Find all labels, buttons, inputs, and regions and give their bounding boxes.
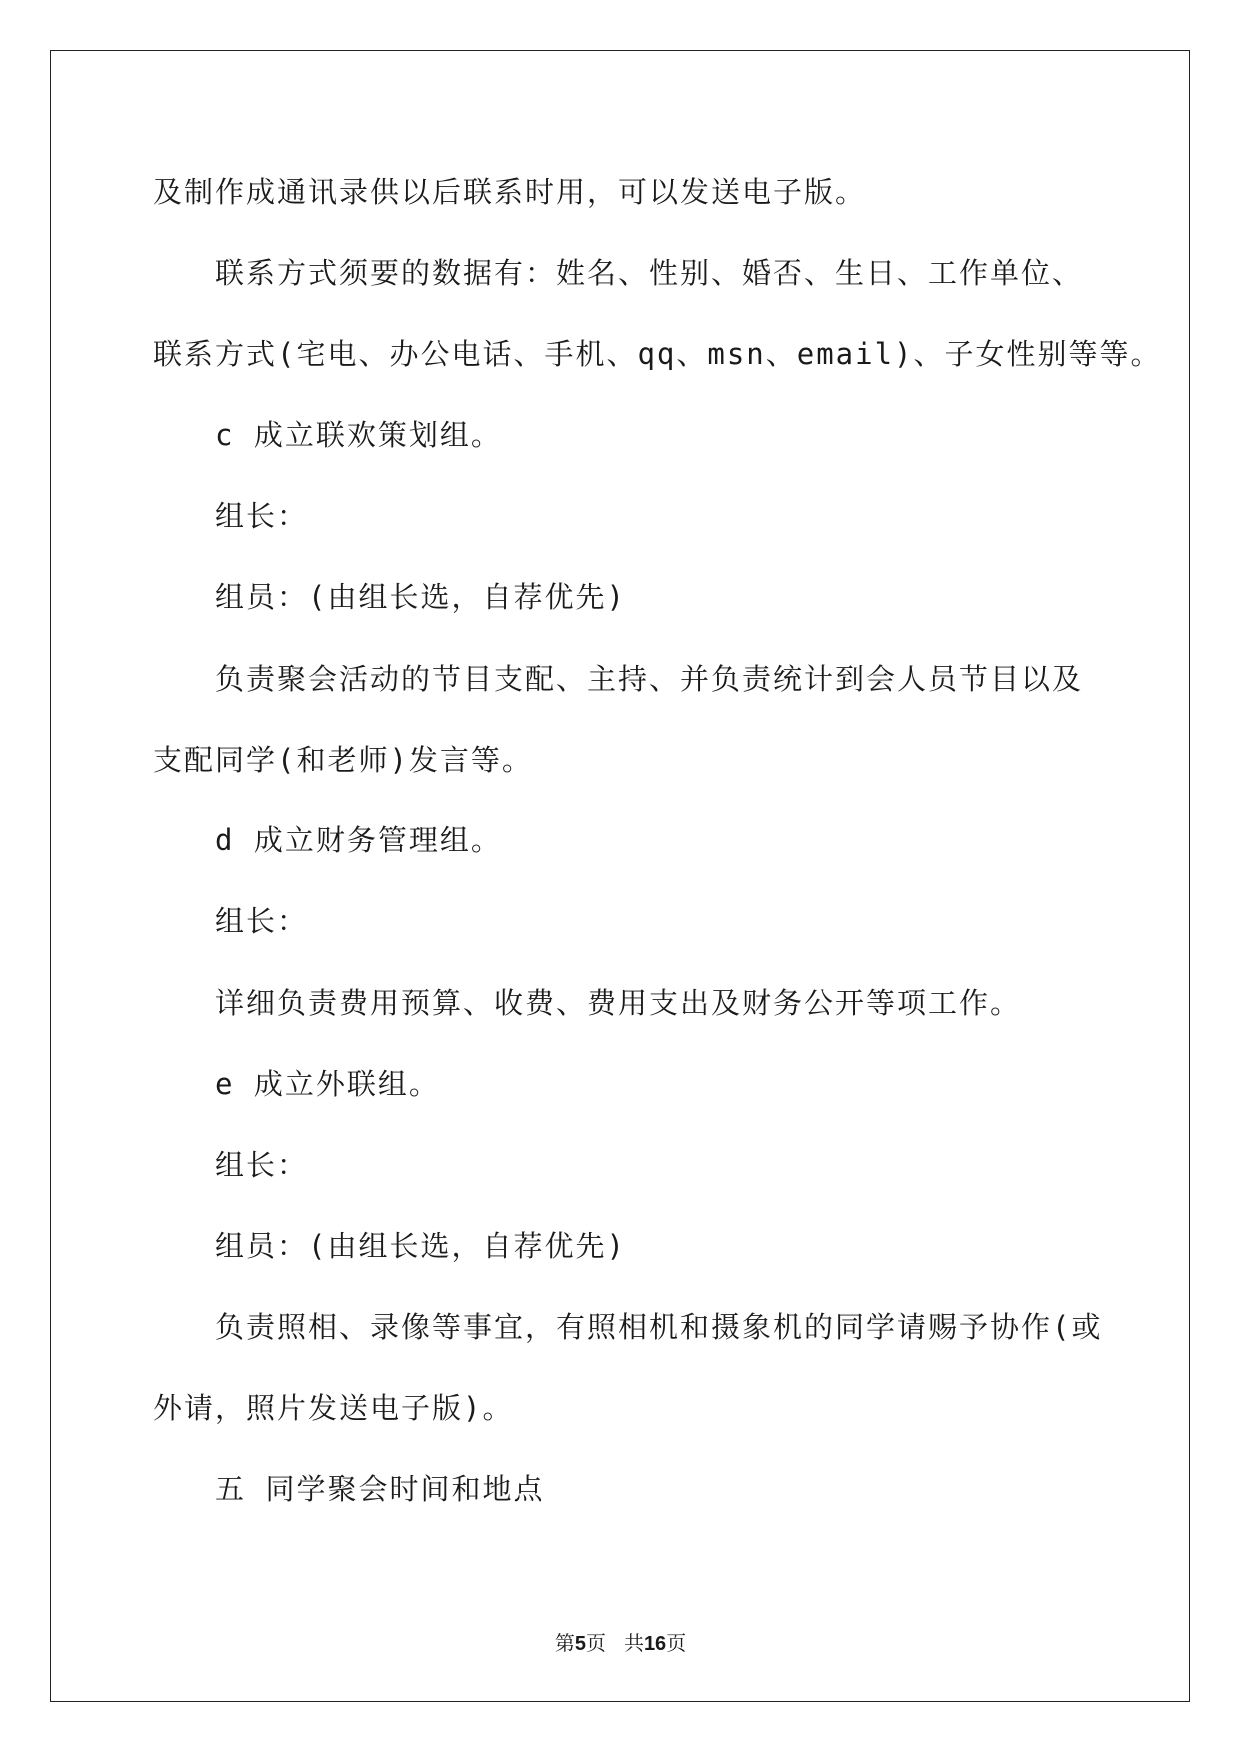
text-line: 五 同学聚会时间和地点 <box>215 1472 545 1506</box>
text-line: 负责聚会活动的节目支配、主持、并负责统计到会人员节目以及 <box>215 662 1084 696</box>
text-line: 联系方式(宅电、办公电话、手机、qq、msn、email)、子女性别等等。 <box>153 337 1162 371</box>
text-line: 联系方式须要的数据有：姓名、性别、婚否、生日、工作单位、 <box>215 256 1084 290</box>
text-line: c 成立联欢策划组。 <box>215 418 502 452</box>
text-line: 组员：(由组长选，自荐优先) <box>215 580 626 614</box>
text-line: 支配同学(和老师)发言等。 <box>153 743 533 777</box>
total-prefix: 共 <box>623 1631 644 1655</box>
text-line: 详细负责费用预算、收费、费用支出及财务公开等项工作。 <box>215 986 1022 1020</box>
text-line: 组长： <box>215 904 309 938</box>
text-line: 组员：(由组长选，自荐优先) <box>215 1229 626 1263</box>
page-footer <box>0 1630 1241 1657</box>
total-pages: 16 <box>643 1633 667 1655</box>
total-unit: 页 <box>666 1631 687 1655</box>
text-line: 外请，照片发送电子版)。 <box>153 1391 514 1425</box>
text-line: 负责照相、录像等事宜，有照相机和摄象机的同学请赐予协作(或 <box>215 1310 1103 1344</box>
page-unit: 页 <box>585 1631 606 1655</box>
text-line: e 成立外联组。 <box>215 1067 440 1101</box>
text-line: 及制作成通讯录供以后联系时用，可以发送电子版。 <box>153 175 867 209</box>
page-number: 5 <box>574 1633 586 1655</box>
text-line: 组长： <box>215 499 309 533</box>
page-border <box>50 50 1190 1702</box>
page-prefix: 第 <box>554 1631 575 1655</box>
text-line: 组长： <box>215 1148 309 1182</box>
text-line: d 成立财务管理组。 <box>215 823 502 857</box>
